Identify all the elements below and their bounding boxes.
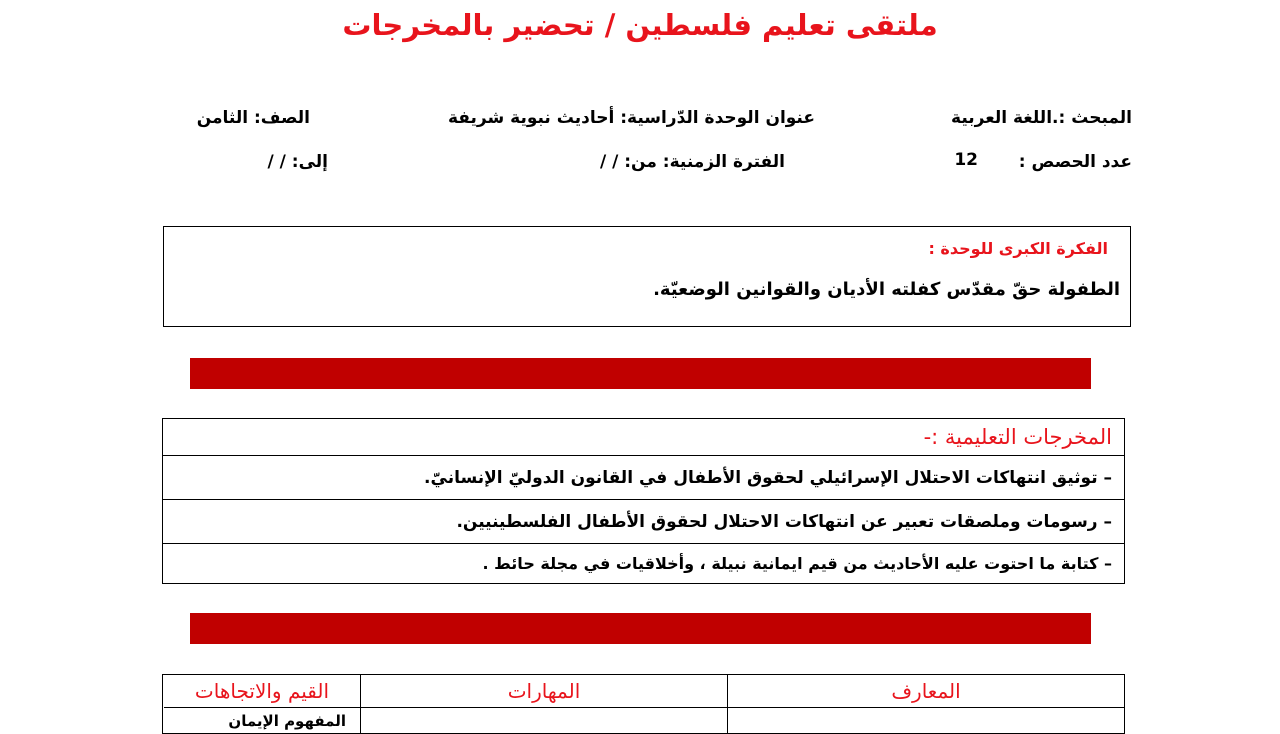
outcome-row — [163, 544, 1124, 583]
outcomes-heading-row — [163, 419, 1124, 456]
section-divider-bar — [190, 358, 1091, 389]
outcome-item: – رسومات وملصقات تعبير عن انتهاكات الاحتلال لحقوق الأطفال الفلسطينيين. — [456, 512, 1112, 532]
lessons-count-label: عدد الحصص : — [1018, 152, 1132, 172]
period-from-field: الفترة الزمنية: من: / / — [599, 152, 785, 172]
lessons-count-value: 12 — [954, 150, 978, 170]
column-knowledge — [727, 675, 1124, 733]
outcomes-heading: المخرجات التعليمية :- — [923, 425, 1112, 449]
unit-title-field: عنوان الوحدة الدّراسية: أحاديث نبوية شريفة — [448, 108, 815, 128]
outcome-item: – كتابة ما احتوت عليه الأحاديث من قيم ايمانية نبيلة ، وأخلاقيات في مجلة حائط . — [482, 554, 1112, 573]
section-divider-bar — [190, 613, 1091, 644]
values-cell-text: المفهوم الإيمان — [228, 712, 346, 730]
outcome-item: – توثيق انتهاكات الاحتلال الإسرائيلي لحقوق الأطفال في القانون الدوليّ الإنسانيّ. — [424, 468, 1112, 488]
outcomes-table — [162, 418, 1125, 584]
outcome-row — [163, 500, 1124, 544]
outcome-row — [163, 456, 1124, 500]
column-header-values: القيم والاتجاهات — [164, 675, 360, 708]
page-title: ملتقى تعليم فلسطين / تحضير بالمخرجات — [342, 8, 938, 42]
big-idea-label: الفكرة الكبرى للوحدة : — [928, 239, 1108, 258]
column-header-knowledge: المعارف — [728, 675, 1124, 708]
subject-field: المبحث :.اللغة العربية — [951, 108, 1132, 128]
column-skills — [360, 675, 727, 733]
column-header-skills: المهارات — [361, 675, 727, 708]
grade-field: الصف: الثامن — [196, 108, 310, 128]
content-table — [162, 674, 1125, 734]
column-values — [164, 675, 360, 733]
big-idea-box — [163, 226, 1131, 327]
period-to-field: إلى: / / — [267, 152, 328, 172]
big-idea-text: الطفولة حقّ مقدّس كفلته الأديان والقوانين الوضعيّة. — [653, 279, 1120, 300]
